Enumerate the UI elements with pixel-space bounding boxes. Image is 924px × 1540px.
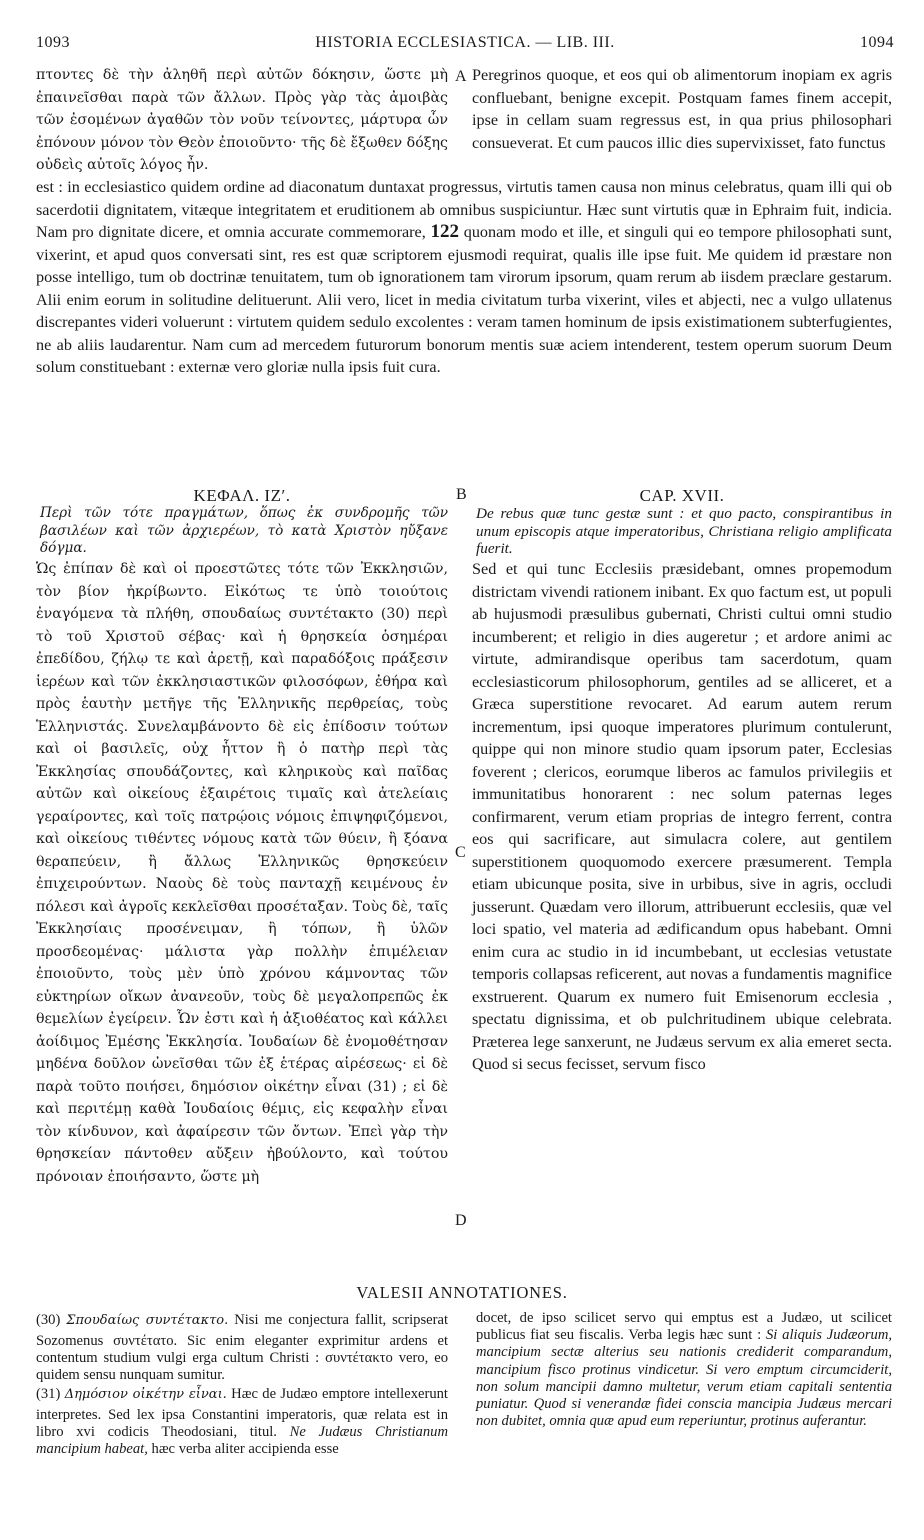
running-header: [36, 34, 894, 56]
page-number-right: 1094: [860, 34, 894, 51]
annotation-31-continued: [476, 1310, 892, 1430]
page-number-left: 1093: [36, 34, 70, 51]
running-title: HISTORIA ECCLESIASTICA. — LIB. III.: [315, 34, 615, 51]
latin-chapter-heading: CAP. XVII.: [639, 486, 725, 505]
annotation-31-number: (31): [36, 1386, 61, 1402]
margin-marker-a: A: [455, 68, 467, 85]
annotation-31-text-2: hæc verba aliter accipienda esse: [151, 1440, 339, 1457]
margin-marker-b: B: [456, 486, 467, 503]
annotation-30-number: (30): [36, 1312, 61, 1328]
annotation-30-text: Nisi me conjectura fallit, scripserat Sozomenus συντέτατο. Sic enim eleganter exprimitur ardens et contentum studium vulgi erga cultum Christi : συντέτακτο vero, eo quidem sensu nunquam sumitur.: [36, 1312, 449, 1383]
greek-chapter-subtitle: Περὶ τῶν τότε πραγμάτων, ὅπως ἐκ συνδρομῆς τῶν βασιλέων καὶ τῶν ἀρχιερέων, τὸ κατὰ Χριστὸν ηὔξανε δόγμα.: [40, 505, 448, 556]
latin-chapter-subtitle: De rebus quæ tunc gestæ sunt : et quo pacto, conspirantibus in unum episcopis atque imperatoribus, Christiana religio amplificata fuerit.: [476, 505, 892, 557]
annotation-31: [36, 1384, 448, 1458]
annotation-31-text: Hæc de Judæo emptore intellexerunt interpretes. Sed lex ipsa Constantini imperatoris, quæ relata est in libro xvi codicis Theodosiani, titul.: [36, 1386, 448, 1440]
law-quotation: Si aliquis Judæorum, mancipium sectæ alterius seu nationis crediderit comparandum, mancipium fisco protinus vindicetur. Si vero emptum circumciderit, non solum mancipii damno multetur, verum etiam capitali sententia puniatur. Quod si venerandæ fidei conscia mancipia Judæus mercari non dubitet, omnia quæ apud eum reperiuntur, protinus auferantur.: [476, 1327, 893, 1430]
annotation-31-citation: Ne Judæus Christianum mancipium habeat,: [36, 1423, 448, 1457]
annotation-31-lemma: Δημόσιον οἰκέτην εἶναι.: [64, 1387, 227, 1402]
annotation-30: [36, 1310, 448, 1384]
greek-chapter-text: Ὡς ἐπίπαν δὲ καὶ οἱ προεστῶτες τότε τῶν Ἐκκλησιῶν, τὸν βίον ἠκρίβωντο. Εἰκότως τε ὑπὸ τοιούτοις ἐναγόμενα τὰ πλήθη, σπουδαίως συντέτακτο (30) περὶ τὸ τοῦ Χριστοῦ σέβας· καὶ ἡ θρησκεία ὁσημέραι ἐπεδίδου, ζήλῳ τε καὶ ἀρετῇ, καὶ παραδόξοις πράξεσιν ἱερέων καὶ τῶν ἐκκλησιαστικῶν φιλοσόφων, ἐθήρα καὶ πρὸς ἑαυτὴν μετῆγε τῆς Ἑλληνικῆς περθρείας, τοὺς Ἑλληνιστάς. Συνελαμβάνοντο δὲ εἰς ἐπίδοσιν τούτων καὶ οἱ βασιλεῖς, οὐχ ἧττον ἢ ὁ πατὴρ περὶ τὰς Ἐκκλησίας σπουδάζοντες, καὶ κληρικοὺς καὶ παῖδας αὐτῶν καὶ οἰκείους ἐξαιρέτοις τιμαῖς καὶ ἀτελείαις γεραίροντες, καὶ τοῖς πατρῴοις νόμοις ἐπιψηφιζόμενοι, καὶ οἰκείους τιθέντες νόμους κατὰ τῶν θύειν, ἢ ξόανα θεραπεύειν, ἢ ἄλλως Ἑλληνικῶς θρησκεύειν ἐπιχειρούντων. Ναοὺς δὲ τοὺς πανταχῇ κειμένους ἐν πόλεσι καὶ ἀγροῖς κεκλεῖσθαι προσέταξαν. Τοὺς δὲ, ταῖς Ἐκκλησίαις προσένειμαν, ἢ τόπων, ἢ ὑλῶν προσδεομένας· μάλιστα γὰρ πολλὴν ἐπιμέλειαν ἐποιοῦντο, τοὺς μὲν ὑπὸ χρόνου κάμνοντας τῶν εὐκτηρίων οἴκων ἀνανεοῦν, τοὺς δὲ μεγαλοπρεπῶς ἐκ θεμελίων ἐγείρειν. Ὧν ἐστι καὶ ἡ ἀξιοθέατος καὶ κάλλει ἀοίδιμος Ἐμέσης Ἐκκλησία. Ἰουδαίων δὲ ἐνομοθέτησαν μηδένα δοῦλον ὠνεῖσθαι τῶν ἐξ ἑτέρας αἱρέσεως· εἰ δὲ παρὰ τοῦτο ποιήσει, δημόσιον οἰκέτην εἶναι (31) ; εἰ δὲ καὶ περιτέμῃ καθὰ Ἰουδαίοις θέμις, εἰς κεφαλὴν εἶναι τὸν κίνδυνον, καὶ ἀφαίρεσιν τῶν ὄντων. Ἐπεὶ γὰρ τὴν θρησκείαν πάντοθεν αὔξειν ἠβούλοντο, καὶ τούτου πρόνοιαν ἐποιήσαντο, ὥστε μὴ: [36, 561, 448, 1185]
margin-marker-c: C: [455, 844, 466, 861]
greek-top-paragraph: πτοντες δὲ τὴν ἀληθῆ περὶ αὐτῶν δόκησιν, ὥστε μὴ ἐπαινεῖσθαι παρὰ τῶν ἄλλων. Πρὸς γὰρ τὰς ἀμοιβὰς τῶν ἐσομένων ἀγαθῶν τὸν νοῦν τείνοντες, μάρτυρα ὧν ἐπόνουν μόνον τὸν Θεὸν ἐποιοῦντο· τῆς δὲ ἔξωθεν δόξης οὐδεὶς αὐτοῖς λόγος ἦν.: [36, 67, 448, 173]
latin-top-paragraph: Peregrinos quoque, et eos qui ob alimentorum inopiam ex agris confluebant, benigne excepit. Postquam fames finem accepit, ipse in cellam suam regressus est, in qua prius philosophari consueverat. Et cum paucos illic dies supervixisset, fato functus: [472, 66, 892, 152]
edition-page-number: 122: [430, 221, 459, 242]
greek-chapter-heading: ΚΕΦΑΛ. ΙΖʹ.: [193, 486, 291, 505]
latin-full-part-1: est : in ecclesiastico quidem ordine ad diaconatum duntaxat progressus, virtutis tamen causa non minus celebratus, quam illi qui ob sacerdotii dignitatem, vitæque integritatem et eruditionem ab omnibus suspiciuntur. Hæc sunt virtutis quæ in Ephraim fuit, indicia. Nam pro dignitate dicere, et omnia accurate commemorare,: [36, 178, 892, 241]
latin-chapter-text: Sed et qui tunc Ecclesiis præsidebant, omnes propemodum districtam vivendi rationem inibant. Ex quo factum est, ut populi ab hujusmodi præsulibus gubernati, Christi cultui omni studio incumberent; et religio in dies augeretur ; et ardore animi ac virtute, admirandisque operibus tam sacerdotum, quam ecclesiasticorum philosophorum, gentiles ad se alliceret, et a Græca superstitione revocaret. Ad earum autem rerum incrementum, ipsi quoque imperatores plurimum contulerunt, quippe qui non minore studio quam ipsorum pater, Ecclesias foverent ; clericos, eorumque liberos ac famulos privilegiis et immunitatibus honorarent : nec solum paternas leges confirmarent, verum etiam proprias de integro ferrent, contra eos qui sacrificare, aut simulacra colere, aut gentilem superstitionem quoquomodo exercere præsumerent. Templa etiam ubicunque posita, sive in urbibus, sive in agris, occludi jusserunt. Quædam vero illorum, attribuerunt ecclesiis, quæ vel loci spatio, vel materia ad ædificandum opus habebant. Omni enim cura ac studio in id incumbebant, ut ecclesias vetustate temporis collapsas reficerent, aut novas a fundamentis magnifice exstruerent. Quarum ex numero fuit Emisenorum ecclesia , spectatu dignissima, et ob pulchritudinem ubique celebrata. Præterea lege sanxerunt, ne Judæus servum ex alia emeret secta. Quod si secus fecisset, servum fisco: [472, 560, 892, 1073]
annotations-heading: VALESII ANNOTATIONES.: [356, 1283, 568, 1302]
latin-full-part-2: quonam modo et ille, et singuli qui eo tempore philosophati sunt, vixerint, et apud quos conversati sint, res est quæ scriptorem ejusmodi requirat, qualis ille ipse fuit. Me quidem id præstare non posse intelligo, tum ob doctrinæ tenuitatem, tum ob ignorationem tam virorum ipsorum, quam rerum ab iisdem præclare gestarum. Alii enim eorum in solitudine delituerunt. Alii vero, licet in media civitatum turba vixerint, viles et abjecti, nec a vulgo ullatenus discrepantes videri voluerunt : virtutem quidem sedulo excolentes : veram tamen hominum de ipsis existimationem subterfugientes, ne ab aliis laudarentur. Nam cum ad mercedem futurorum bonorum mentis suæ aciem intenderent, testem operum suorum Deum solum constituebant : externæ vero gloriæ nulla ipsis fuit cura.: [36, 223, 893, 376]
margin-marker-d: D: [455, 1212, 467, 1229]
latin-full-width-paragraph: [36, 176, 892, 379]
annotation-30-lemma: Σπουδαίως συντέτακτο.: [66, 1313, 229, 1328]
annotation-31-continued-text: docet, de ipso scilicet servo qui emptus est a Judæo, ut scilicet publicus fiat seu fiscalis. Verba legis hæc sunt :: [476, 1310, 892, 1344]
